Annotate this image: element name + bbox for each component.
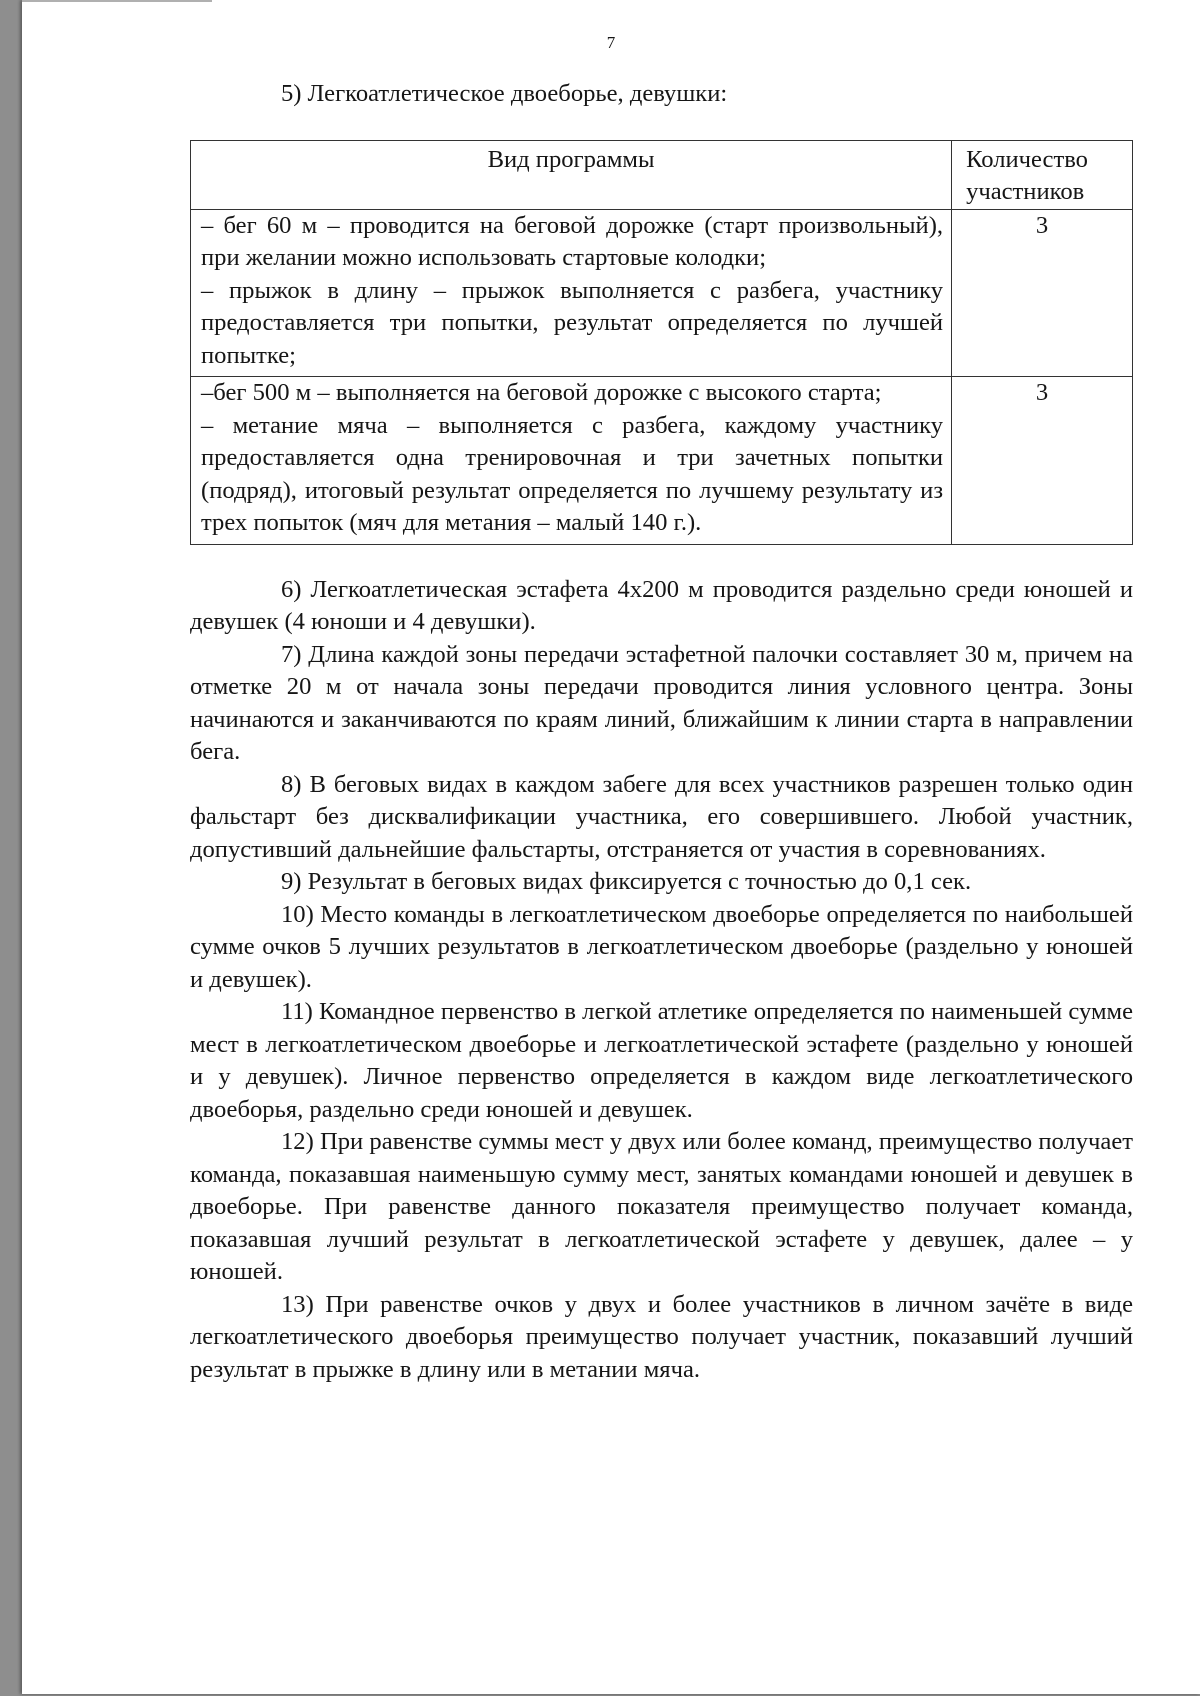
row-2-line-1: –бег 500 м – выполняется на беговой дорожке с высокого старта; [201,379,882,406]
row-1-count: 3 [952,209,1133,377]
row-2-count: 3 [952,377,1133,545]
page-number: 7 [606,33,616,52]
row-2-line-2: – метание мяча – выполняется с разбега, каждому участнику предоставляется одна тренировочная и три зачетных попытки (подряд), итоговый результат определяется по лучшему результату из трех попыток (мяч для метания – малый 140 г.). [201,411,944,536]
page-content [190,78,1158,1386]
paragraph-11: 11) Командное первенство в легкой атлетике определяется по наименьшей сумме мест в легкоатлетическом двоеборье и легкоатлетической эстафете (раздельно у юношей и у девушек). Личное первенство определяется в каждом виде легкоатлетического двоеборья, раздельно среди юношей и девушек. [190,998,1133,1123]
row-2-description [191,377,952,545]
paragraph-8: 8) В беговых видах в каждом забеге для всех участников разрешен только один фальстарт без дисквалификации участника, его совершившего. Любой участник, допустивший дальнейшие фальстарты, отстраняется от участия в соревнованиях. [190,770,1133,863]
program-table [190,140,1133,545]
header-count: Количество участников [952,140,1133,209]
table-row [191,209,1133,377]
paragraph-12: 12) При равенстве суммы мест у двух или более команд, преимущество получает команда, показавшая наименьшую сумму мест, занятых командами юношей и девушек в двоеборье. При равенстве данного показателя преимущество получает команда, показавшая лучший результат в легкоатлетической эстафете у девушек, далее – у юношей. [190,1128,1133,1285]
paragraph-6: 6) Легкоатлетическая эстафета 4х200 м проводится раздельно среди юношей и девушек (4 юноши и 4 девушки). [190,575,1133,635]
section-heading: 5) Легкоатлетическое двоеборье, девушки: [281,80,728,107]
page-top-edge [22,0,212,2]
row-1-description [191,209,952,377]
row-1-line-2: – прыжок в длину – прыжок выполняется с разбега, участнику предоставляется три попытки, результат определяется по лучшей попытке; [201,276,944,369]
paragraph-10: 10) Место команды в легкоатлетическом двоеборье определяется по наибольшей сумме очков 5 лучших результатов в легкоатлетическом двоеборье (раздельно у юношей и девушек). [190,900,1133,993]
document-page [22,0,1200,1694]
header-program: Вид программы [191,140,952,209]
paragraph-7: 7) Длина каждой зоны передачи эстафетной палочки составляет 30 м, причем на отметке 20 м от начала зоны передачи проводится линия условного центра. Зоны начинаются и заканчиваются по краям линий, ближайшим к линии старта в направлении бега. [190,640,1133,765]
row-1-line-1: – бег 60 м – проводится на беговой дорожке (старт произвольный), при желании можно использовать стартовые колодки; [201,211,944,271]
rules-paragraphs [190,574,1133,1387]
paragraph-9: 9) Результат в беговых видах фиксируется с точностью до 0,1 сек. [281,868,972,895]
paragraph-13: 13) При равенстве очков у двух и более участников в личном зачёте в виде легкоатлетического двоеборья преимущество получает участник, показавший лучший результат в прыжке в длину или в метании мяча. [190,1290,1133,1383]
table-row [191,377,1133,545]
table-header-row [191,140,1133,209]
viewer-left-margin [0,0,22,1696]
